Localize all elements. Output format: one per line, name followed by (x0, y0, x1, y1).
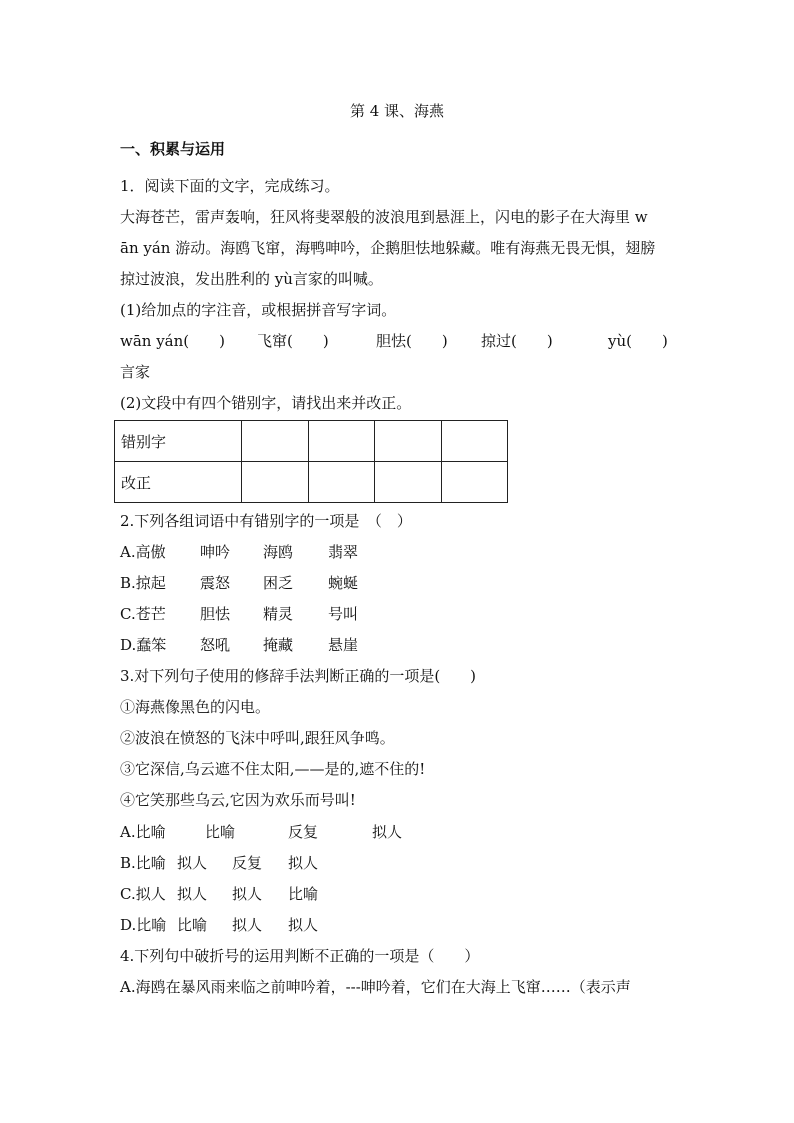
blank-item: yù( ) (608, 332, 668, 350)
blank-tail: 言家 (120, 363, 151, 381)
table-cell[interactable] (375, 421, 442, 462)
table-row (115, 462, 508, 503)
q1-sub1: (1)给加点的字注音，或根据拼音写字词。 (120, 301, 397, 319)
q3-sentence: ④它笑那些乌云,它因为欢乐而号叫! (120, 791, 356, 809)
table-cell: 改正 (115, 462, 242, 503)
q1-sub2: (2)文段中有四个错别字，请找出来并改正。 (120, 394, 412, 412)
table-cell: 错别字 (115, 421, 242, 462)
table-cell[interactable] (308, 462, 375, 503)
q3-option-b: B.比喻 (120, 854, 166, 872)
q3-option-word: 拟人 (177, 885, 208, 903)
q3-option-word: 拟人 (288, 916, 319, 934)
q2-option-d: D.蠢笨 (120, 636, 167, 654)
q1-passage-line-1: 大海苍芒，雷声轰响，狂风将斐翠般的波浪甩到悬涯上，闪电的影子在大海里 w (120, 208, 648, 226)
q1-passage-line-3: 掠过波浪，发出胜利的 yù言家的叫喊。 (120, 270, 383, 288)
q2-stem: 2.下列各组词语中有错别字的一项是 （ ） (120, 512, 412, 530)
q4-option-a: A.海鸥在暴风雨来临之前呻吟着，---呻吟着，它们在大海上飞窜……（表示声 (120, 978, 631, 996)
q3-option-c: C.拟人 (120, 885, 166, 903)
q2-option-word: 精灵 (263, 605, 294, 623)
correction-table (114, 420, 508, 503)
q3-option-a: A.比喻 (120, 823, 166, 841)
blank-item: 胆怯( ) (376, 332, 448, 350)
q4-stem: 4.下列句中破折号的运用判断不正确的一项是（ ） (120, 947, 480, 965)
q2-option-word: 掩藏 (263, 636, 294, 654)
q2-option-word: 困乏 (263, 574, 294, 592)
section-heading: 一、积累与运用 (120, 140, 226, 158)
q2-option-word: 蜿蜒 (328, 574, 359, 592)
q3-option-word: 反复 (288, 823, 319, 841)
q3-option-word: 拟人 (232, 885, 263, 903)
q2-option-word: 号叫 (328, 605, 359, 623)
q1-stem: 1．阅读下面的文字，完成练习。 (120, 177, 340, 195)
page-title: 第 4 课、海燕 (349, 102, 445, 120)
blank-item: wān yán( ) (120, 332, 225, 350)
q2-option-word: 怒吼 (200, 636, 231, 654)
q3-option-word: 拟人 (372, 823, 403, 841)
table-cell[interactable] (242, 421, 309, 462)
table-cell[interactable] (441, 421, 508, 462)
q3-option-word: 比喻 (205, 823, 236, 841)
q2-option-word: 胆怯 (200, 605, 231, 623)
table-cell[interactable] (441, 462, 508, 503)
q2-option-word: 呻吟 (200, 543, 231, 561)
table-cell[interactable] (375, 462, 442, 503)
blank-item: 掠过( ) (481, 332, 553, 350)
q2-option-a: A.高傲 (120, 543, 166, 561)
q2-option-word: 悬崖 (328, 636, 359, 654)
q3-option-word: 拟人 (288, 854, 319, 872)
q1-passage-line-2: ān yán 游动。海鸥飞窜，海鸭呻吟，企鹅胆怯地躲藏。唯有海燕无畏无惧，翅膀 (120, 239, 656, 257)
q3-sentence: ③它深信,乌云遮不住太阳,——是的,遮不住的! (120, 760, 426, 778)
q2-option-c: C.苍芒 (120, 605, 166, 623)
q3-sentence: ①海燕像黑色的闪电。 (120, 698, 271, 716)
q3-sentence: ②波浪在愤怒的飞沫中呼叫,跟狂风争鸣。 (120, 729, 395, 747)
blank-item: 飞窜( ) (257, 332, 329, 350)
table-cell[interactable] (308, 421, 375, 462)
q3-option-d: D.比喻 (120, 916, 167, 934)
q2-option-word: 震怒 (200, 574, 231, 592)
q3-option-word: 拟人 (232, 916, 263, 934)
q3-stem: 3.对下列句子使用的修辞手法判断正确的一项是( ) (120, 667, 477, 685)
q3-option-word: 比喻 (288, 885, 319, 903)
q3-option-word: 比喻 (177, 916, 208, 934)
q2-option-word: 翡翠 (328, 543, 359, 561)
q2-option-b: B.掠起 (120, 574, 166, 592)
q3-option-word: 拟人 (177, 854, 208, 872)
q3-option-word: 反复 (232, 854, 263, 872)
table-cell[interactable] (242, 462, 309, 503)
q2-option-word: 海鸥 (263, 543, 294, 561)
table-row (115, 421, 508, 462)
